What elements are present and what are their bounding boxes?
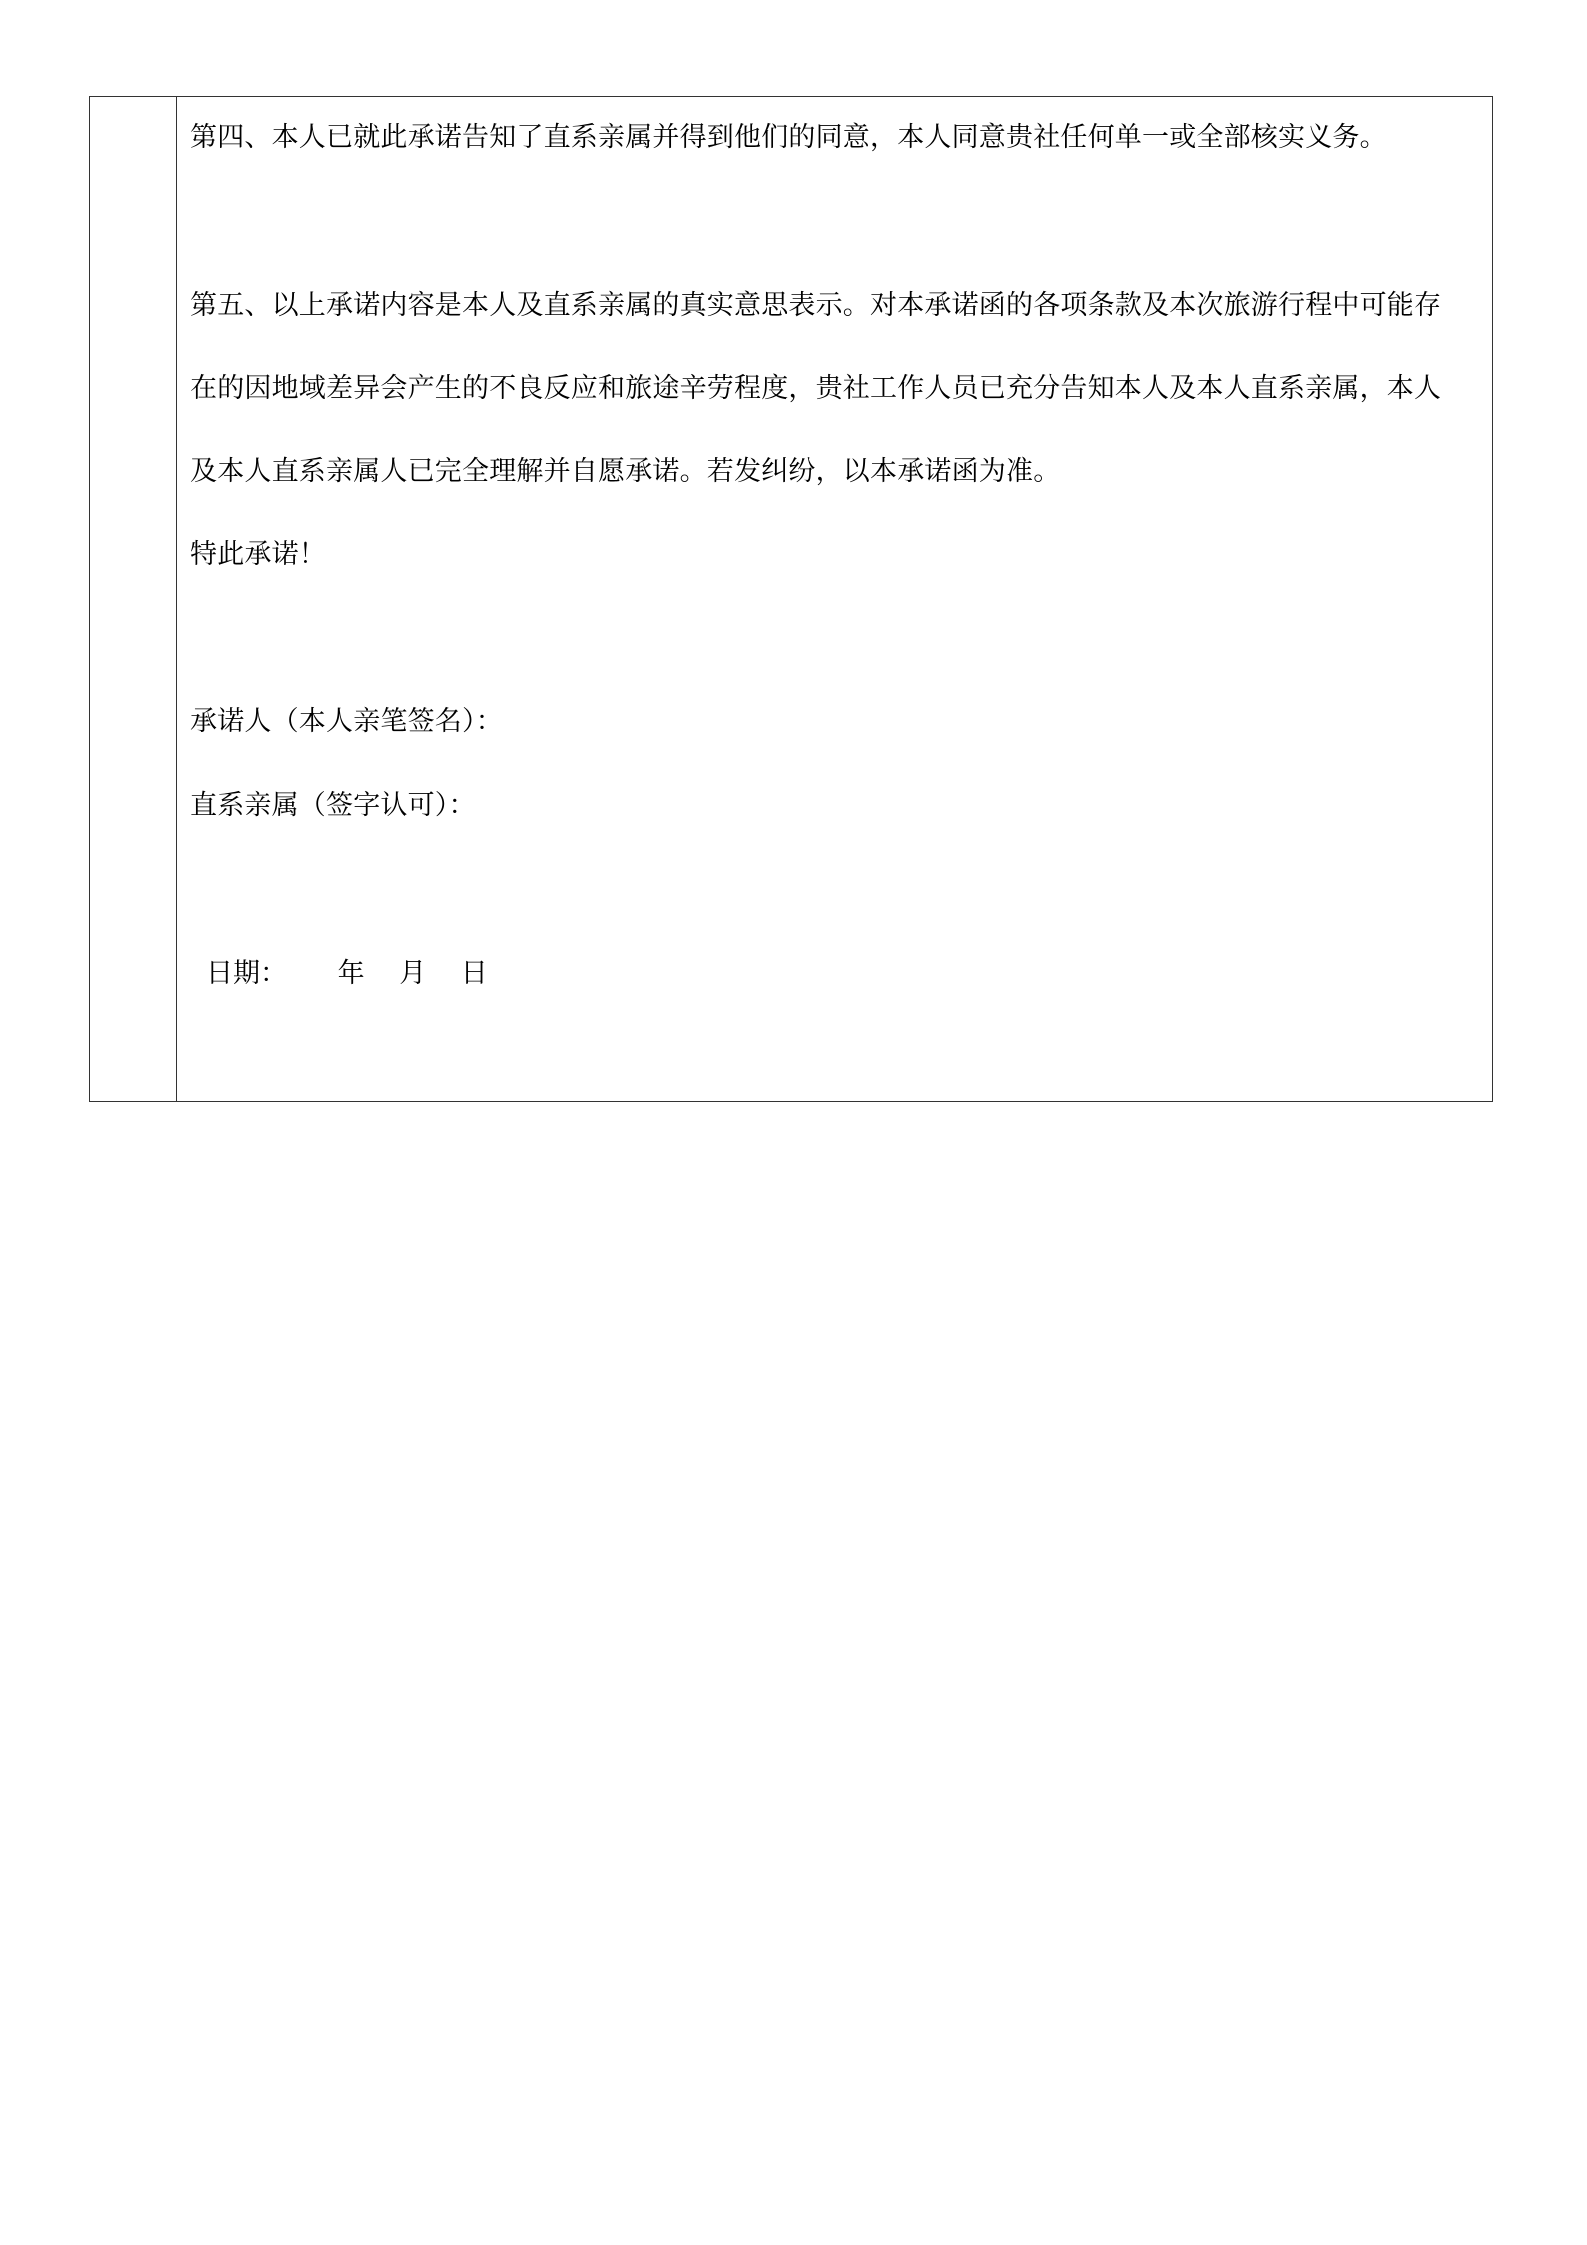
- commitment-table: [89, 96, 1493, 1102]
- date-row: [206, 957, 488, 991]
- table-left-column: [90, 97, 177, 1101]
- date-day: 日: [460, 958, 488, 989]
- relative-signature-label: 直系亲属（签字认可）：: [190, 790, 476, 821]
- clause-five-line-3: 及本人直系亲属人已完全理解并自愿承诺。若发纠纷，以本承诺函为准。: [190, 456, 1061, 487]
- clause-five-line-1: 第五、以上承诺内容是本人及直系亲属的真实意思表示。对本承诺函的各项条款及本次旅游行程中可能存: [190, 290, 1442, 321]
- date-month: 月: [399, 958, 427, 989]
- date-label: 日期：: [206, 958, 287, 989]
- commitment-content-cell: [190, 97, 1484, 1101]
- date-year: 年: [337, 958, 365, 989]
- signer-label: 承诺人（本人亲笔签名）：: [190, 706, 503, 737]
- closing-statement: 特此承诺！: [190, 539, 326, 570]
- clause-four: 第四、本人已就此承诺告知了直系亲属并得到他们的同意，本人同意贵社任何单一或全部核实义务。: [190, 122, 1387, 153]
- clause-five-line-2: 在的因地域差异会产生的不良反应和旅途辛劳程度，贵社工作人员已充分告知本人及本人直系亲属，本人: [190, 373, 1442, 404]
